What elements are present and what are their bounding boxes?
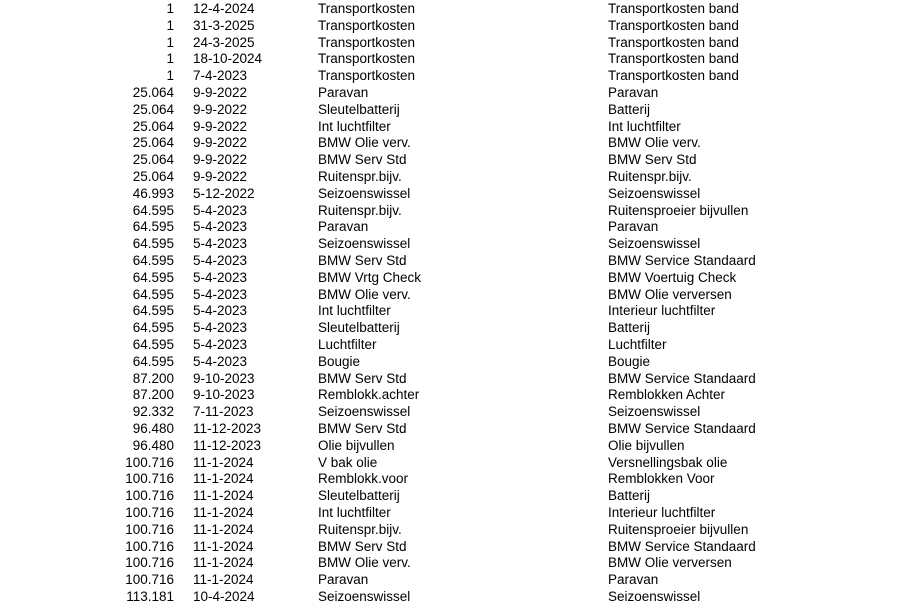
service-history-table xyxy=(0,1,900,606)
date-cell: 9-9-2022 xyxy=(193,135,248,151)
service-code-cell: Seizoenswissel xyxy=(318,236,411,252)
table-row xyxy=(0,253,900,270)
mileage-cell: 1 xyxy=(166,34,174,50)
mileage-cell: 100.716 xyxy=(125,471,174,487)
table-row xyxy=(0,337,900,354)
mileage-cell: 1 xyxy=(166,68,174,84)
service-code-cell: Seizoenswissel xyxy=(318,404,411,420)
date-cell: 7-11-2023 xyxy=(193,404,254,420)
date-cell: 18-10-2024 xyxy=(193,51,263,67)
table-row xyxy=(0,438,900,455)
service-description-cell: BMW Serv Std xyxy=(608,152,697,168)
table-row xyxy=(0,219,900,236)
table-row xyxy=(0,572,900,589)
service-code-cell: BMW Serv Std xyxy=(318,252,407,268)
mileage-cell: 87.200 xyxy=(132,387,174,403)
mileage-cell: 64.595 xyxy=(132,353,174,369)
service-description-cell: Interieur luchtfilter xyxy=(608,303,716,319)
service-description-cell: Int luchtfilter xyxy=(608,118,681,134)
date-cell: 9-9-2022 xyxy=(193,118,248,134)
table-row xyxy=(0,51,900,68)
mileage-cell: 64.595 xyxy=(132,236,174,252)
table-row xyxy=(0,555,900,572)
service-description-cell: BMW Service Standaard xyxy=(608,252,756,268)
mileage-cell: 100.716 xyxy=(125,504,174,520)
service-code-cell: Bougie xyxy=(318,353,361,369)
mileage-cell: 64.595 xyxy=(132,219,174,235)
mileage-cell: 113.181 xyxy=(126,588,174,604)
service-code-cell: Sleutelbatterij xyxy=(318,101,400,117)
mileage-cell: 100.716 xyxy=(125,488,174,504)
service-description-cell: Seizoenswissel xyxy=(608,404,701,420)
mileage-cell: 100.716 xyxy=(125,538,174,554)
service-code-cell: Sleutelbatterij xyxy=(318,488,400,504)
service-code-cell: BMW Olie verv. xyxy=(318,286,411,302)
mileage-cell: 64.595 xyxy=(132,336,174,352)
mileage-cell: 25.064 xyxy=(132,152,174,168)
service-description-cell: BMW Service Standaard xyxy=(608,420,756,436)
service-code-cell: Remblokk.achter xyxy=(318,387,420,403)
service-description-cell: Ruitenspr.bijv. xyxy=(608,168,692,184)
table-row xyxy=(0,488,900,505)
mileage-cell: 100.716 xyxy=(125,521,174,537)
service-description-cell: Seizoenswissel xyxy=(608,185,701,201)
table-row xyxy=(0,471,900,488)
date-cell: 9-9-2022 xyxy=(193,168,248,184)
service-code-cell: Transportkosten xyxy=(318,68,416,84)
date-cell: 9-9-2022 xyxy=(193,84,248,100)
table-row xyxy=(0,236,900,253)
date-cell: 9-9-2022 xyxy=(193,152,248,168)
service-code-cell: Transportkosten xyxy=(318,34,416,50)
service-description-cell: Transportkosten band xyxy=(608,17,739,33)
service-code-cell: Sleutelbatterij xyxy=(318,320,400,336)
mileage-cell: 1 xyxy=(166,17,174,33)
service-code-cell: Ruitenspr.bijv. xyxy=(318,202,402,218)
table-row xyxy=(0,421,900,438)
table-row xyxy=(0,505,900,522)
date-cell: 9-9-2022 xyxy=(193,101,248,117)
date-cell: 11-1-2024 xyxy=(193,454,254,470)
date-cell: 11-1-2024 xyxy=(193,521,254,537)
service-description-cell: Seizoenswissel xyxy=(608,236,701,252)
mileage-cell: 25.064 xyxy=(132,135,174,151)
service-code-cell: Olie bijvullen xyxy=(318,437,395,453)
table-row xyxy=(0,539,900,556)
mileage-cell: 87.200 xyxy=(132,370,174,386)
date-cell: 11-1-2024 xyxy=(193,471,254,487)
service-code-cell: Transportkosten xyxy=(318,1,416,16)
service-code-cell: Seizoenswissel xyxy=(318,185,411,201)
mileage-cell: 1 xyxy=(166,51,174,67)
date-cell: 5-4-2023 xyxy=(193,269,248,285)
table-row xyxy=(0,18,900,35)
service-description-cell: Batterij xyxy=(608,320,651,336)
service-code-cell: Paravan xyxy=(318,219,369,235)
mileage-cell: 25.064 xyxy=(132,84,174,100)
mileage-cell: 64.595 xyxy=(132,320,174,336)
table-row xyxy=(0,270,900,287)
table-row xyxy=(0,303,900,320)
table-row xyxy=(0,1,900,18)
service-description-cell: Paravan xyxy=(608,84,659,100)
table-row xyxy=(0,35,900,52)
date-cell: 31-3-2025 xyxy=(193,17,255,33)
table-row xyxy=(0,85,900,102)
service-code-cell: Paravan xyxy=(318,572,369,588)
service-description-cell: Luchtfilter xyxy=(608,336,667,352)
table-row xyxy=(0,102,900,119)
date-cell: 24-3-2025 xyxy=(193,34,255,50)
service-description-cell: Batterij xyxy=(608,101,651,117)
date-cell: 5-4-2023 xyxy=(193,202,248,218)
date-cell: 5-4-2023 xyxy=(193,236,248,252)
service-description-cell: BMW Olie verversen xyxy=(608,555,732,571)
service-code-cell: Ruitenspr.bijv. xyxy=(318,521,402,537)
service-code-cell: Int luchtfilter xyxy=(318,118,391,134)
mileage-cell: 64.595 xyxy=(132,252,174,268)
date-cell: 5-4-2023 xyxy=(193,320,248,336)
service-description-cell: Paravan xyxy=(608,219,659,235)
mileage-cell: 64.595 xyxy=(132,303,174,319)
service-description-cell: Bougie xyxy=(608,353,651,369)
date-cell: 9-10-2023 xyxy=(193,387,255,403)
service-code-cell: Transportkosten xyxy=(318,17,416,33)
service-code-cell: Int luchtfilter xyxy=(318,303,391,319)
date-cell: 11-1-2024 xyxy=(193,555,254,571)
service-description-cell: Ruitensproeier bijvullen xyxy=(608,202,749,218)
table-row xyxy=(0,522,900,539)
mileage-cell: 64.595 xyxy=(132,202,174,218)
date-cell: 5-4-2023 xyxy=(193,219,248,235)
mileage-cell: 25.064 xyxy=(132,101,174,117)
table-row xyxy=(0,186,900,203)
table-row xyxy=(0,169,900,186)
date-cell: 11-1-2024 xyxy=(193,488,254,504)
table-row xyxy=(0,387,900,404)
date-cell: 11-1-2024 xyxy=(193,504,254,520)
date-cell: 5-4-2023 xyxy=(193,336,248,352)
service-description-cell: Remblokken Voor xyxy=(608,471,715,487)
mileage-cell: 100.716 xyxy=(125,572,174,588)
mileage-cell: 100.716 xyxy=(125,555,174,571)
table-row xyxy=(0,135,900,152)
service-code-cell: V bak olie xyxy=(318,454,378,470)
service-code-cell: BMW Olie verv. xyxy=(318,135,411,151)
service-code-cell: Ruitenspr.bijv. xyxy=(318,168,402,184)
mileage-cell: 25.064 xyxy=(132,168,174,184)
service-description-cell: Transportkosten band xyxy=(608,1,739,16)
date-cell: 5-4-2023 xyxy=(193,286,248,302)
service-description-cell: Remblokken Achter xyxy=(608,387,726,403)
service-description-cell: Versnellingsbak olie xyxy=(608,454,728,470)
table-row xyxy=(0,589,900,606)
mileage-cell: 96.480 xyxy=(132,437,174,453)
service-description-cell: Ruitensproeier bijvullen xyxy=(608,521,749,537)
service-description-cell: Transportkosten band xyxy=(608,34,739,50)
service-description-cell: BMW Service Standaard xyxy=(608,370,756,386)
service-code-cell: Paravan xyxy=(318,84,369,100)
service-description-cell: Paravan xyxy=(608,572,659,588)
mileage-cell: 25.064 xyxy=(132,118,174,134)
mileage-cell: 1 xyxy=(166,1,174,16)
date-cell: 11-1-2024 xyxy=(193,572,254,588)
table-row xyxy=(0,203,900,220)
mileage-cell: 46.993 xyxy=(132,185,174,201)
service-code-cell: BMW Serv Std xyxy=(318,420,407,436)
service-description-cell: BMW Olie verv. xyxy=(608,135,701,151)
table-row xyxy=(0,152,900,169)
service-description-cell: Batterij xyxy=(608,488,651,504)
table-row xyxy=(0,404,900,421)
date-cell: 9-10-2023 xyxy=(193,370,255,386)
service-description-cell: BMW Voertuig Check xyxy=(608,269,737,285)
service-code-cell: BMW Serv Std xyxy=(318,538,407,554)
mileage-cell: 100.716 xyxy=(125,454,174,470)
table-row xyxy=(0,68,900,85)
date-cell: 11-12-2023 xyxy=(193,420,262,436)
service-code-cell: Seizoenswissel xyxy=(318,588,411,604)
service-code-cell: BMW Serv Std xyxy=(318,370,407,386)
table-row xyxy=(0,287,900,304)
service-description-cell: Olie bijvullen xyxy=(608,437,685,453)
mileage-cell: 96.480 xyxy=(132,420,174,436)
mileage-cell: 64.595 xyxy=(132,269,174,285)
date-cell: 5-4-2023 xyxy=(193,353,248,369)
table-row xyxy=(0,455,900,472)
service-description-cell: BMW Service Standaard xyxy=(608,538,756,554)
service-description-cell: Transportkosten band xyxy=(608,68,739,84)
table-row xyxy=(0,119,900,136)
date-cell: 11-1-2024 xyxy=(193,538,254,554)
service-description-cell: BMW Olie verversen xyxy=(608,286,732,302)
table-row xyxy=(0,320,900,337)
table-row xyxy=(0,354,900,371)
date-cell: 5-4-2023 xyxy=(193,252,248,268)
service-code-cell: BMW Serv Std xyxy=(318,152,407,168)
service-code-cell: BMW Vrtg Check xyxy=(318,269,422,285)
date-cell: 5-4-2023 xyxy=(193,303,248,319)
service-code-cell: Int luchtfilter xyxy=(318,504,391,520)
table-row xyxy=(0,371,900,388)
service-description-cell: Seizoenswissel xyxy=(608,588,701,604)
mileage-cell: 92.332 xyxy=(132,404,174,420)
service-description-cell: Interieur luchtfilter xyxy=(608,504,716,520)
date-cell: 10-4-2024 xyxy=(193,588,255,604)
service-code-cell: BMW Olie verv. xyxy=(318,555,411,571)
service-code-cell: Remblokk.voor xyxy=(318,471,409,487)
service-code-cell: Luchtfilter xyxy=(318,336,377,352)
date-cell: 5-12-2022 xyxy=(193,185,255,201)
service-code-cell: Transportkosten xyxy=(318,51,416,67)
mileage-cell: 64.595 xyxy=(132,286,174,302)
date-cell: 7-4-2023 xyxy=(193,68,248,84)
date-cell: 12-4-2024 xyxy=(193,1,255,16)
service-description-cell: Transportkosten band xyxy=(608,51,739,67)
date-cell: 11-12-2023 xyxy=(193,437,262,453)
